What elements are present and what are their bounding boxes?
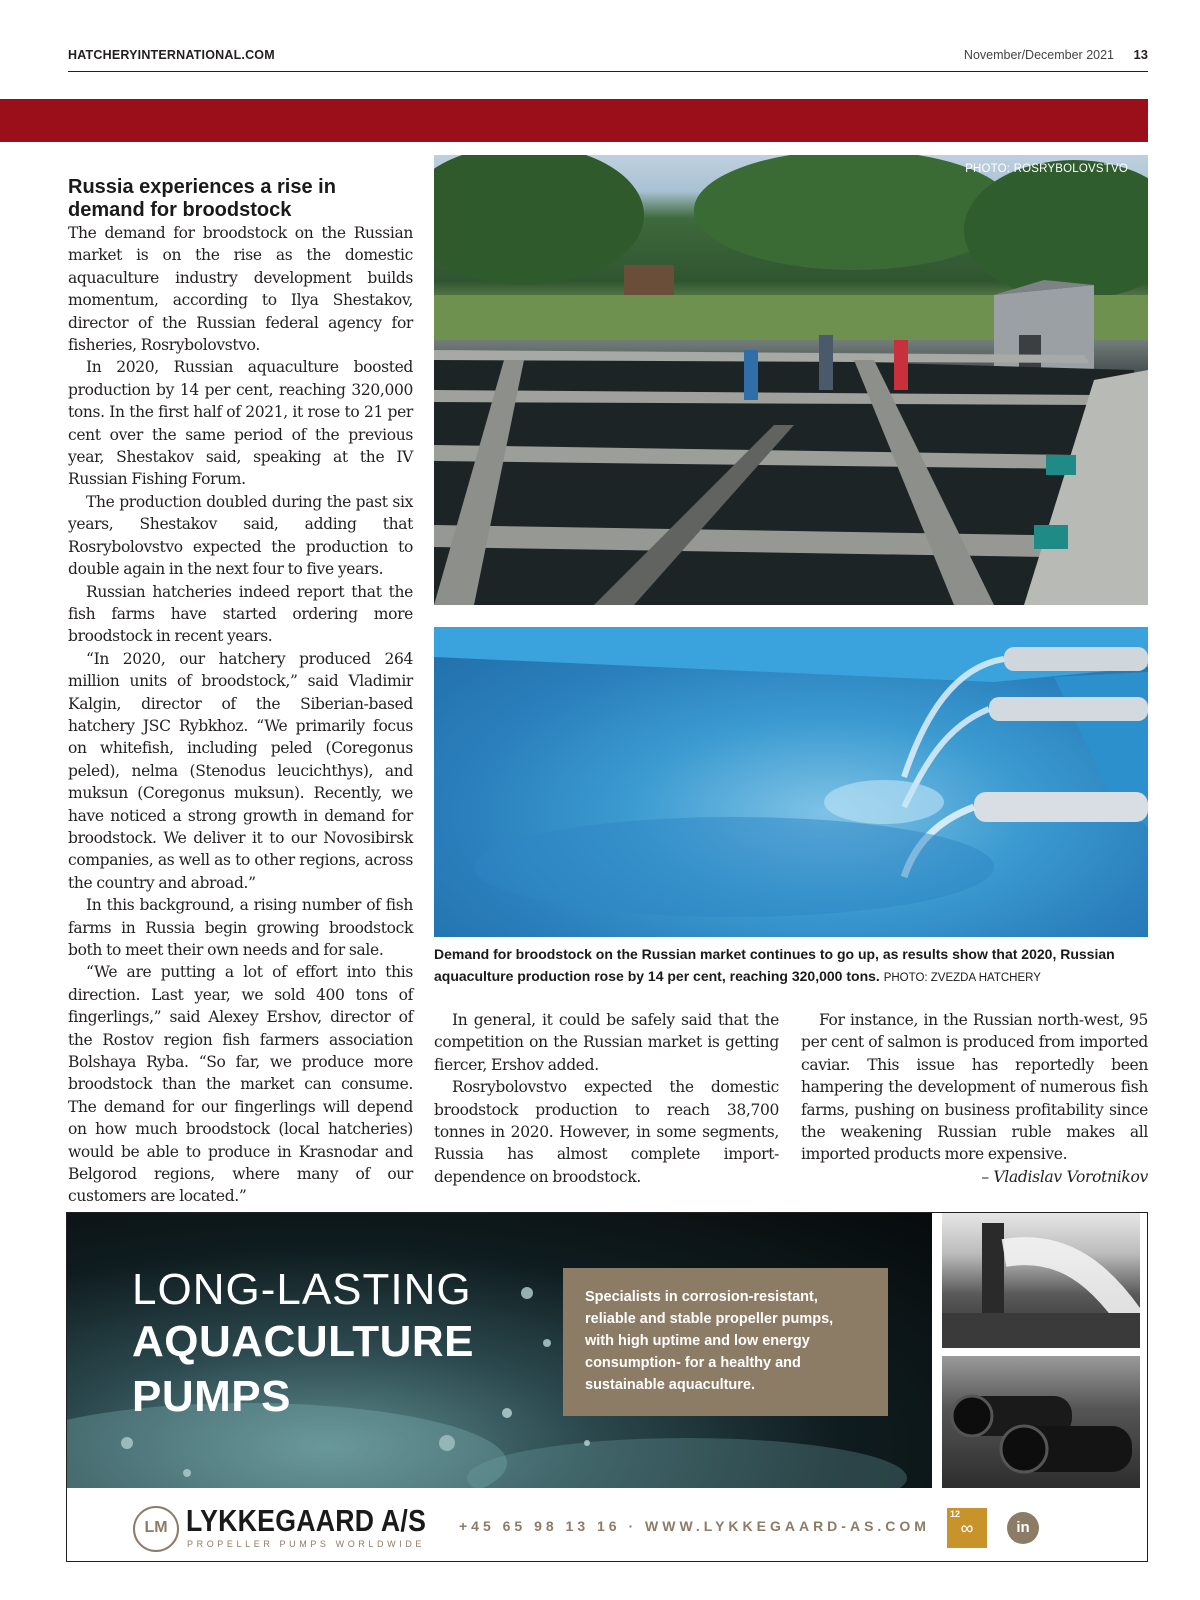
photo-caption xyxy=(434,943,1148,989)
paragraph: For instance, in the Russian north-west, 95 per cent of salmon is produced from imported caviar. This issue has reportedly been hampering the development of numerous fish farms, pushing on business profitability since the weakening Russian ruble makes all imported products more expensive. xyxy=(801,1011,1148,1164)
article-column-3 xyxy=(801,1009,1148,1188)
author-byline: – Vladislav Vorotnikov xyxy=(981,1167,1148,1186)
issue-date: November/December 2021 xyxy=(963,48,1114,62)
pump-tubes-photo xyxy=(942,1356,1140,1488)
article-body-col1 xyxy=(68,222,413,1208)
ad-headline-line3: PUMPS xyxy=(132,1372,291,1421)
ad-headline-line1: LONG-LASTING xyxy=(132,1265,472,1314)
lykkegaard-logo-icon: LM xyxy=(133,1506,179,1552)
paragraph: Rosrybolovstvo expected the domestic broodstock production to reach 38,700 tonnes in 2020. However, in some segments, Russia has almost complete import-dependence on broodstock. xyxy=(434,1078,779,1186)
caption-credit: PHOTO: ZVEZDA HATCHERY xyxy=(883,972,1041,984)
pump-water-photo xyxy=(942,1213,1140,1348)
article-column-2 xyxy=(434,1009,779,1188)
article-column-1 xyxy=(68,176,413,1208)
pump-illustration xyxy=(942,1213,1140,1348)
ad-description-box: Specialists in corrosion-resistant, reliable and stable propeller pumps, with high uptime and low energy consumption- for a healthy and sustainable aquaculture. xyxy=(563,1268,888,1416)
paragraph: In general, it could be safely said that the competition on the Russian market is getting fiercer, Ershov added. xyxy=(434,1011,779,1074)
contact-info-link[interactable]: +45 65 98 13 16 · WWW.LYKKEGAARD-AS.COM xyxy=(459,1518,930,1534)
blue-tank-photo xyxy=(434,627,1148,937)
hatchery-tanks-photo xyxy=(434,155,1148,605)
ad-hero xyxy=(67,1213,932,1488)
page-header xyxy=(68,46,1148,72)
blue-tank-illustration xyxy=(434,627,1148,937)
ad-footer xyxy=(67,1488,1148,1562)
linkedin-icon[interactable]: in xyxy=(1007,1512,1039,1544)
tanks-illustration xyxy=(434,155,1148,605)
paragraph: “We are putting a lot of effort into this direction. Last year, we sold 400 tons of fingerlings,” said Alexey Ershov, director of the Rostov region fish farmers association Bolshaya Ryba. “So far, we produce more broodstock than the market can consume. The demand for our fingerlings will depend on how much broodstock (local hatcheries) would be able to produce in Krasnodar and Belgorod regions, where many of our customers are located.” xyxy=(68,963,413,1206)
paragraph: The demand for broodstock on the Russian market is on the rise as the domestic aquaculture industry development builds momentum, according to Ilya Shestakov, director of the Russian federal agency for fisheries, Rosrybolovstvo. xyxy=(68,224,413,355)
sdg-number: 12 xyxy=(950,1509,961,1519)
brand-tagline: PROPELLER PUMPS WORLDWIDE xyxy=(187,1539,426,1549)
paragraph: In 2020, Russian aquaculture boosted production by 14 per cent, reaching 320,000 tons. In the first half of 2021, it rose to 21 per cent over the same period of the previous year, Shestakov said, speaking at the IV Russian Fishing Forum. xyxy=(68,358,413,489)
tubes-illustration xyxy=(942,1356,1140,1488)
sdg-infinity-symbol: ∞ xyxy=(960,1518,974,1538)
lykkegaard-advertisement[interactable] xyxy=(66,1212,1148,1562)
site-name[interactable]: HATCHERYINTERNATIONAL.COM xyxy=(68,48,275,62)
section-red-bar xyxy=(0,99,1148,142)
ad-headline-line2: AQUACULTURE xyxy=(132,1317,474,1366)
paragraph: Russian hatcheries indeed report that the fish farms have started ordering more broodstock in recent years. xyxy=(68,582,413,646)
brand-name: LYKKEGAARD A/S xyxy=(186,1503,427,1538)
paragraph: “In 2020, our hatchery produced 264 million units of broodstock,” said Vladimir Kalgin, director of the Siberian-based hatchery JSC Rybkhoz. “We primarily focus on whitefish, including peled (Coregonus peled), nelma (Stenodus leucichthys), and muksun (Coregonus muksun). Recently, we have noticed a strong growth in demand for broodstock. We deliver it to our Novosibirsk companies, as well as to other regions, across the country and abroad.” xyxy=(68,649,413,892)
paragraph: The production doubled during the past six years, Shestakov said, adding that Rosrybolovstvo expected the production to double again in the next four to five years. xyxy=(68,492,413,579)
photo-credit: PHOTO: ROSRYBOLOVSTVO xyxy=(965,163,1128,175)
article-headline: Russia experiences a rise in demand for broodstock xyxy=(68,176,336,221)
caption-text: Demand for broodstock on the Russian market continues to go up, as results show that 2020, Russian aquaculture production rose by 14 per cent, reaching 320,000 tons. xyxy=(434,946,1115,984)
sdg-badge-icon xyxy=(947,1508,987,1548)
page-number: 13 xyxy=(1133,47,1148,62)
paragraph: In this background, a rising number of fish farms in Russia begin growing broodstock both to meet their own needs and for sale. xyxy=(68,896,413,959)
